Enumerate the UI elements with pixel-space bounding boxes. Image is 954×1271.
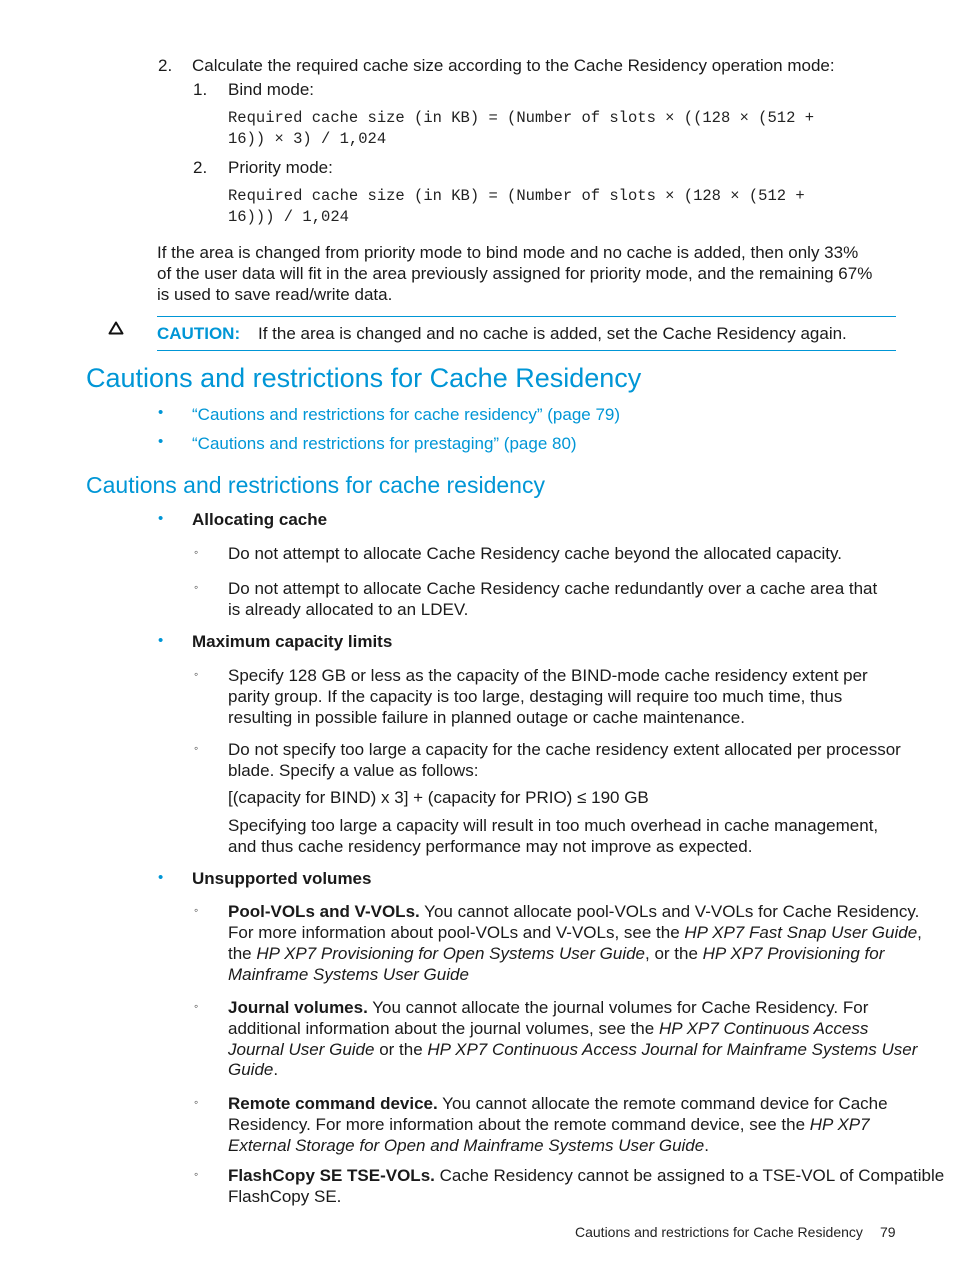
open-circle-icon: ◦: [194, 1167, 199, 1181]
remote-line3: External Storage for Open and Mainframe Systems User Guide.: [228, 1136, 709, 1155]
open-circle-icon: ◦: [194, 1095, 199, 1109]
step-2-text: Calculate the required cache size according to the Cache Residency operation mode:: [192, 56, 835, 75]
priority-formula-line2: 16))) / 1,024: [228, 208, 349, 226]
pool-vols-line2: For more information about pool-VOLs and V-VOLs, see the HP XP7 Fast Snap User Guide,: [228, 923, 922, 942]
bullet-dot-icon: •: [158, 433, 164, 450]
bind-mode-number: 1.: [193, 80, 208, 99]
journal-line3: Journal User Guide or the HP XP7 Continuous Access Journal for Mainframe Systems User: [228, 1040, 918, 1059]
allocating-item2-line2: is already allocated to an LDEV.: [228, 600, 469, 619]
priority-mode-label: Priority mode:: [228, 158, 333, 177]
step-2-number: 2.: [158, 56, 173, 75]
footer-title: Cautions and restrictions for Cache Residency: [575, 1224, 863, 1240]
priority-paragraph-line3: is used to save read/write data.: [157, 285, 393, 304]
caution-text: If the area is changed and no cache is added, set the Cache Residency again.: [258, 324, 847, 343]
open-circle-icon: ◦: [194, 545, 199, 559]
caution-bottom-rule: [157, 350, 896, 351]
bullet-dot-icon: •: [158, 404, 164, 421]
open-circle-icon: ◦: [194, 999, 199, 1013]
allocating-cache-heading: Allocating cache: [192, 510, 328, 529]
allocating-item2-line1: Do not attempt to allocate Cache Residency cache redundantly over a cache area that: [228, 579, 878, 598]
priority-formula-line1: Required cache size (in KB) = (Number of slots × (128 × (512 +: [228, 187, 805, 205]
maxcap-item1-line3: resulting in possible failure in planned outage or cache maintenance.: [228, 708, 745, 727]
subsection-title: Cautions and restrictions for cache residency: [86, 472, 545, 498]
flashcopy-line2: FlashCopy SE.: [228, 1187, 342, 1206]
section-title: Cautions and restrictions for Cache Residency: [86, 363, 642, 393]
maxcap-item2-line2: blade. Specify a value as follows:: [228, 761, 479, 780]
maxcap-formula: [(capacity for BIND) x 3] + (capacity for PRIO) ≤ 190 GB: [228, 788, 649, 807]
bind-mode-label: Bind mode:: [228, 80, 314, 99]
open-circle-icon: ◦: [194, 741, 199, 755]
unsupported-volumes-heading: Unsupported volumes: [192, 869, 372, 888]
maxcap-item1-line1: Specify 128 GB or less as the capacity of the BIND-mode cache residency extent per: [228, 666, 868, 685]
pool-vols-line1: Pool-VOLs and V-VOLs. You cannot allocate pool-VOLs and V-VOLs for Cache Residency.: [228, 902, 920, 921]
pool-vols-line4: Mainframe Systems User Guide: [228, 965, 469, 984]
open-circle-icon: ◦: [194, 580, 199, 594]
journal-line1: Journal volumes. You cannot allocate the journal volumes for Cache Residency. For: [228, 998, 869, 1017]
maxcap-item1-line2: parity group. If the capacity is too large, destaging will require too much time, thus: [228, 687, 843, 706]
journal-line2: additional information about the journal volumes, see the HP XP7 Continuous Access: [228, 1019, 869, 1038]
open-circle-icon: ◦: [194, 667, 199, 681]
journal-line4: Guide.: [228, 1060, 279, 1079]
maxcap-note-line2: and thus cache residency performance may not improve as expected.: [228, 837, 753, 856]
flashcopy-line1: FlashCopy SE TSE-VOLs. Cache Residency cannot be assigned to a TSE-VOL of Compatible: [228, 1166, 945, 1185]
maxcap-item2-line1: Do not specify too large a capacity for the cache residency extent allocated per processor: [228, 740, 901, 759]
priority-paragraph-line1: If the area is changed from priority mode to bind mode and no cache is added, then only 33%: [157, 243, 859, 262]
bullet-dot-icon: •: [158, 632, 164, 649]
maxcap-note-line1: Specifying too large a capacity will result in too much overhead in cache management,: [228, 816, 879, 835]
bullet-dot-icon: •: [158, 869, 164, 886]
bind-formula-line1: Required cache size (in KB) = (Number of slots × ((128 × (512 +: [228, 109, 814, 127]
priority-paragraph-line2: of the user data will fit in the area previously assigned for priority mode, and the remaining 67%: [157, 264, 873, 283]
allocating-item1: Do not attempt to allocate Cache Residency cache beyond the allocated capacity.: [228, 544, 842, 563]
max-capacity-heading: Maximum capacity limits: [192, 632, 393, 651]
remote-line2: Residency. For more information about the remote command device, see the HP XP7: [228, 1115, 870, 1134]
warning-triangle-icon: [108, 321, 124, 335]
bind-formula-line2: 16)) × 3) / 1,024: [228, 130, 387, 148]
footer-page-number: 79: [880, 1224, 896, 1240]
open-circle-icon: ◦: [194, 903, 199, 917]
link-cache-residency-cautions[interactable]: “Cautions and restrictions for cache residency” (page 79): [192, 405, 621, 424]
caution-label: CAUTION:: [157, 324, 241, 343]
pool-vols-line3: the HP XP7 Provisioning for Open Systems User Guide, or the HP XP7 Provisioning for: [228, 944, 885, 963]
caution-top-rule: [157, 316, 896, 317]
remote-line1: Remote command device. You cannot allocate the remote command device for Cache: [228, 1094, 888, 1113]
bullet-dot-icon: •: [158, 510, 164, 527]
priority-mode-number: 2.: [193, 158, 208, 177]
link-prestaging-cautions[interactable]: “Cautions and restrictions for prestaging” (page 80): [192, 434, 577, 453]
